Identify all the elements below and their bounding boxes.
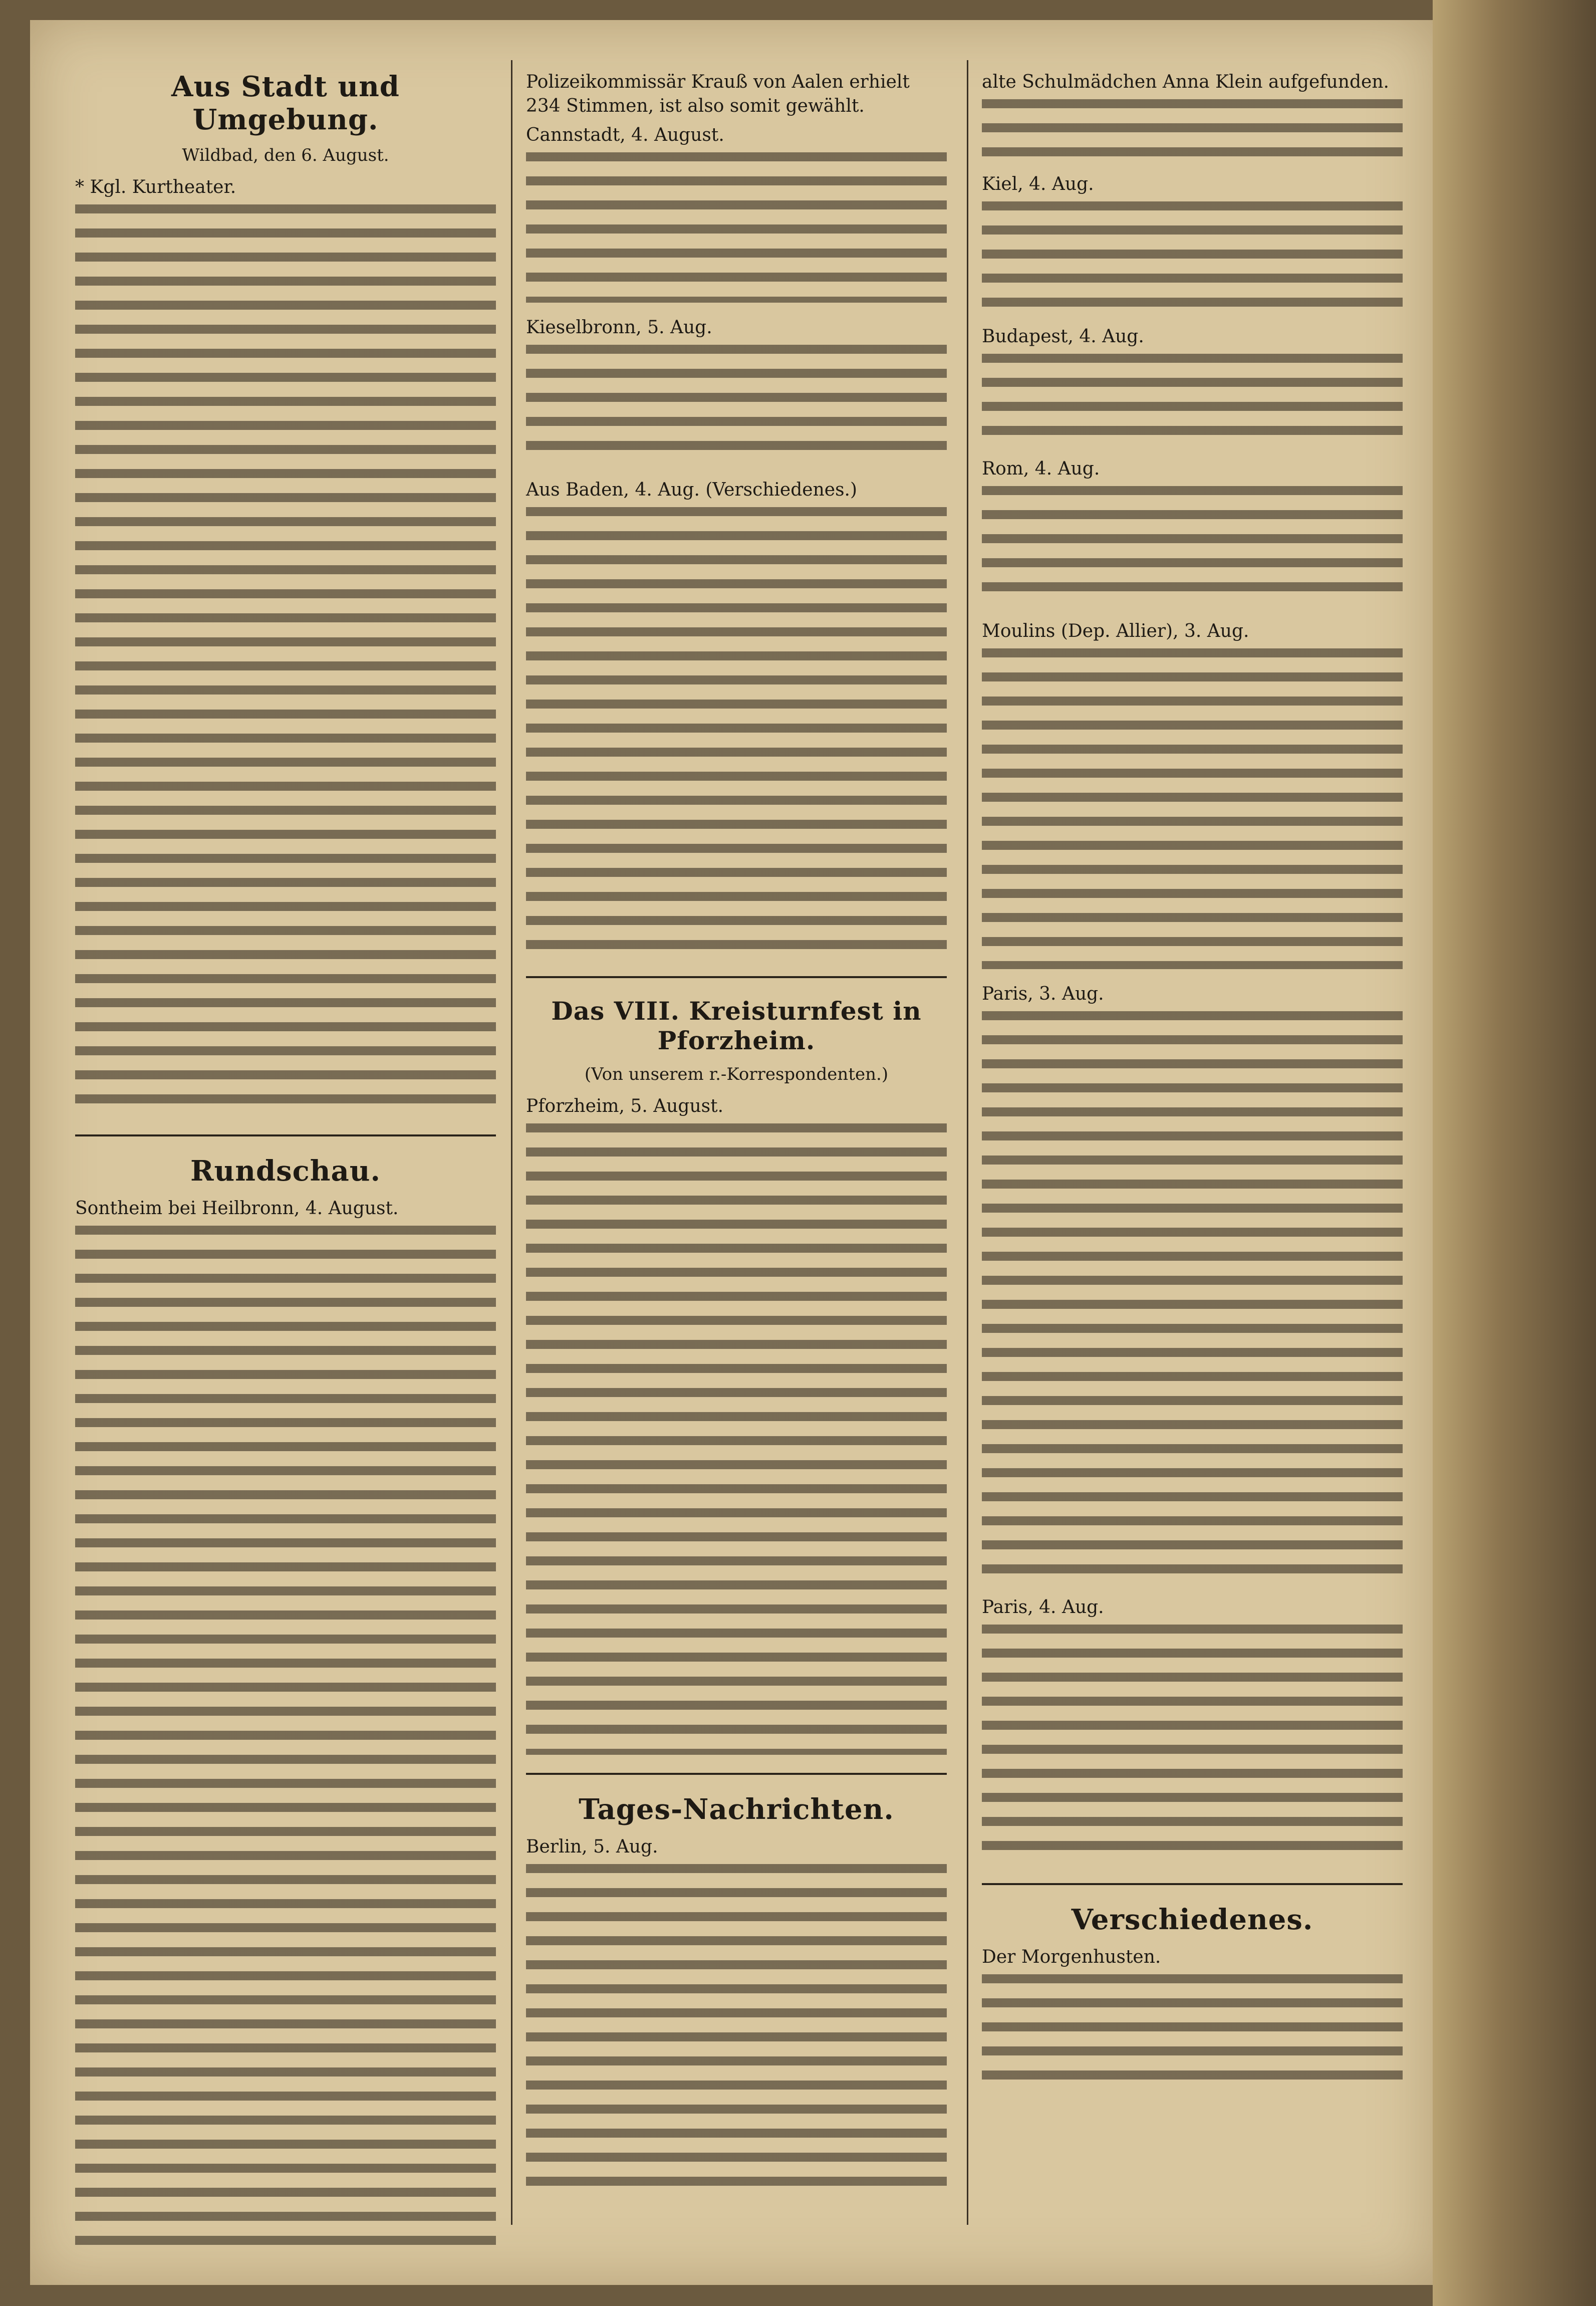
paragraph-lead: Der Morgenhusten. [982, 1947, 1161, 1967]
text-block [982, 201, 1403, 312]
paragraph-lead: alte Schulmädchen Anna Klein aufgefunden. [982, 72, 1389, 92]
section-divider [526, 976, 947, 978]
section-title: Rundschau. [190, 1155, 381, 1188]
text-block [75, 1226, 496, 2258]
column-1 [75, 70, 496, 2271]
section-divider [526, 1773, 947, 1775]
text-block [982, 1625, 1403, 1865]
column-rule [967, 60, 968, 2225]
paragraph-lead: * Kgl. Kurtheater. [75, 177, 236, 197]
column-rule [511, 60, 512, 2225]
text-block [526, 152, 947, 303]
paragraph-lead: Kiel, 4. Aug. [982, 174, 1094, 194]
text-block [982, 354, 1403, 444]
paragraph-lead: Cannstadt, 4. August. [526, 125, 724, 145]
paragraph-lead: Budapest, 4. Aug. [982, 326, 1144, 347]
paragraph-lead: Pforzheim, 5. August. [526, 1096, 724, 1116]
section-title: Tages-Nachrichten. [579, 1793, 894, 1826]
text-block [526, 345, 947, 465]
paragraph-lead: Aus Baden, 4. Aug. (Verschiedenes.) [526, 480, 858, 500]
paragraph-lead: Rom, 4. Aug. [982, 458, 1100, 479]
paragraph-lead: Paris, 4. Aug. [982, 1597, 1104, 1618]
paragraph-lead: Paris, 3. Aug. [982, 984, 1104, 1004]
text-block [982, 648, 1403, 969]
text-block [75, 204, 496, 1116]
section-divider [982, 1883, 1403, 1885]
paragraph-lead: Berlin, 5. Aug. [526, 1836, 658, 1857]
column-2 [526, 70, 947, 2208]
text-block [982, 99, 1403, 159]
text-block [526, 1864, 947, 2195]
section-title: Verschiedenes. [1071, 1903, 1313, 1936]
paragraph-lead: Moulins (Dep. Allier), 3. Aug. [982, 621, 1249, 641]
text-block [982, 486, 1403, 606]
section-divider [75, 1134, 496, 1136]
paragraph-lead: Kieselbronn, 5. Aug. [526, 317, 712, 338]
paragraph-lead: Sontheim bei Heilbronn, 4. August. [75, 1198, 399, 1219]
text-block [526, 1123, 947, 1755]
text-block [526, 507, 947, 958]
section-title: Aus Stadt und Umgebung. [171, 70, 400, 136]
text-block [982, 1974, 1403, 2095]
paragraph-lead: Polizeikommissär Krauß von Aalen erhielt 234 Stimmen, ist also somit gewählt. [526, 72, 910, 116]
dateline: Wildbad, den 6. August. [182, 145, 389, 165]
text-block [982, 1011, 1403, 1582]
section-title: Das VIII. Kreisturnfest in Pforzheim. [551, 996, 922, 1055]
page-edge [1433, 0, 1596, 2306]
section-subtitle: (Von unserem r.-Korrespondenten.) [584, 1064, 889, 1084]
column-3 [982, 70, 1403, 2108]
